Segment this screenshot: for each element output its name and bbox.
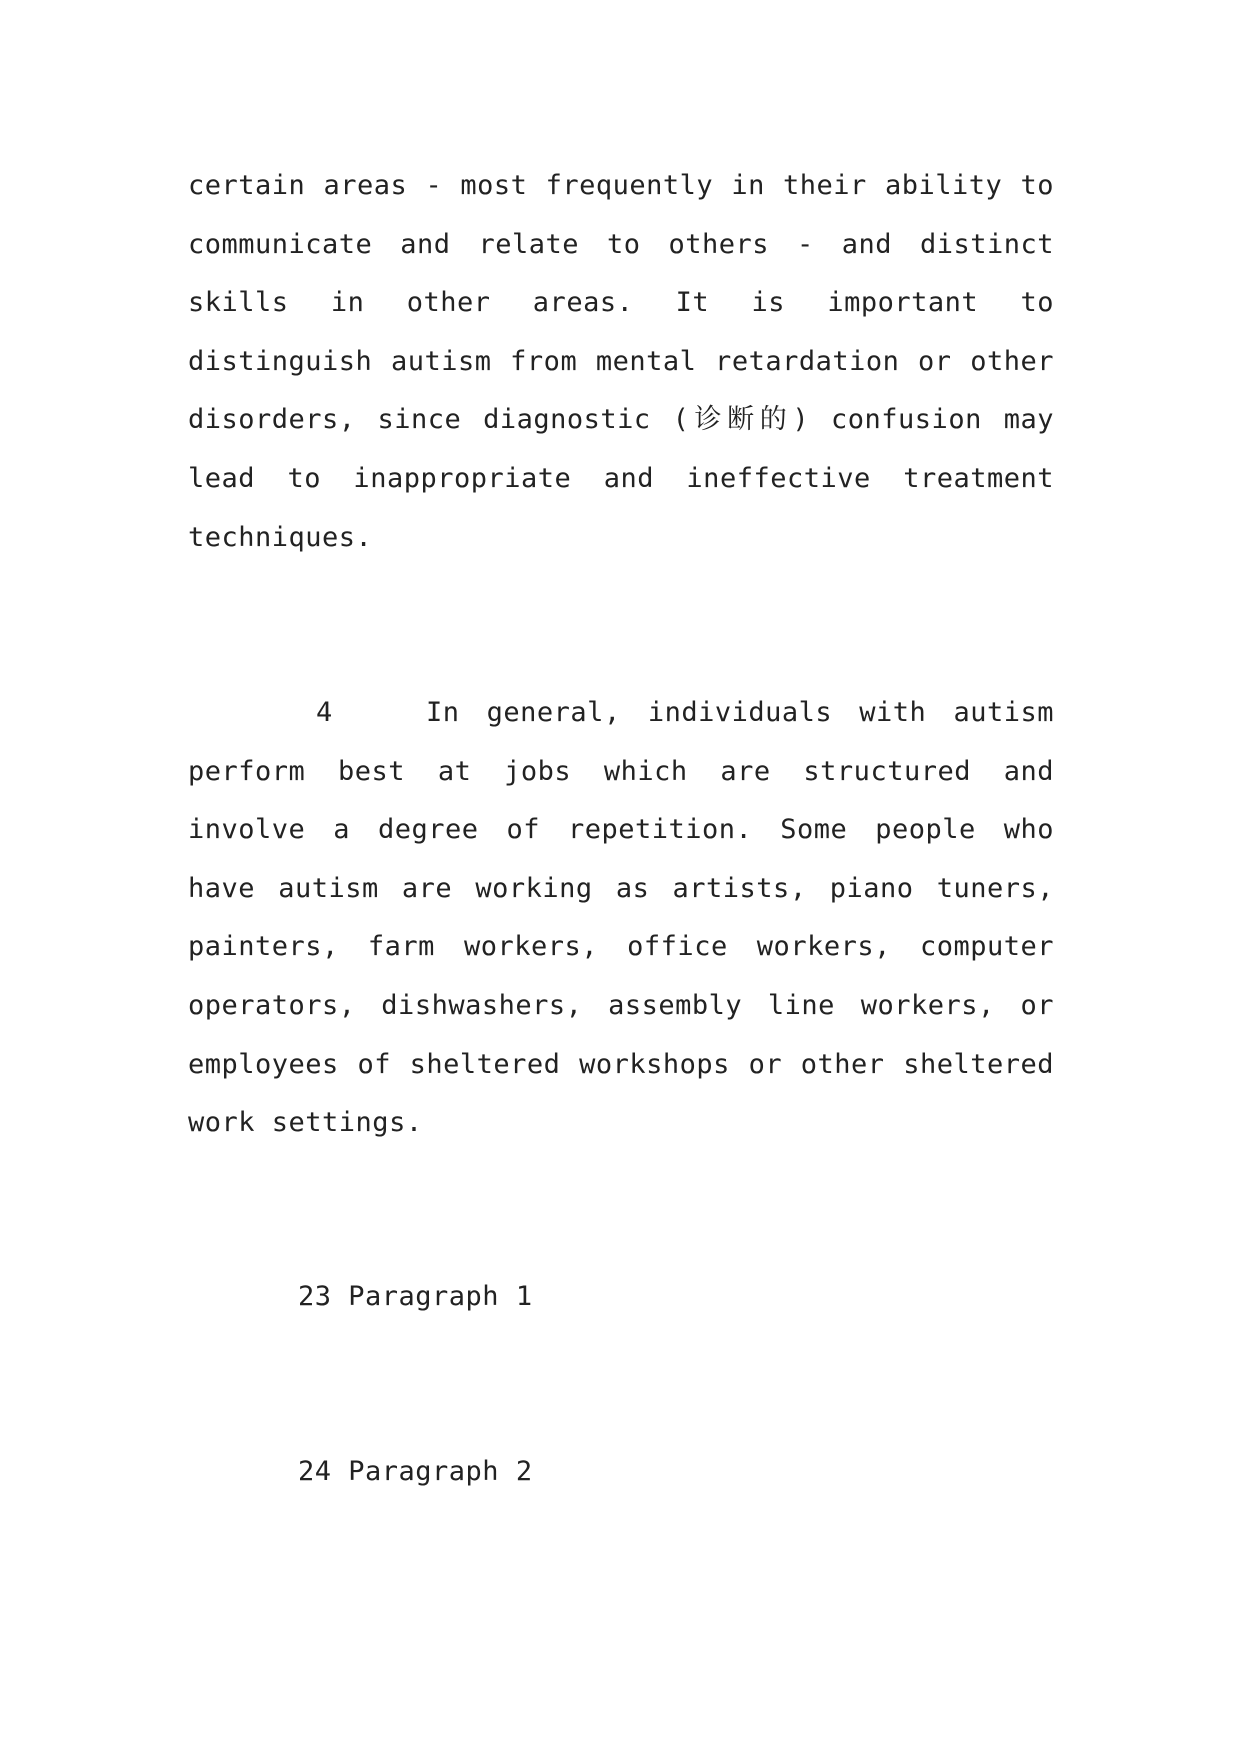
paragraph-number: 4 xyxy=(316,697,333,728)
paragraph-continuation: certain areas - most frequently in their ability to communicate and relate to others - and distinct skills in other areas. It is important to distinguish autism from mental retardation or other disorders, since diagnostic (诊断的) confusion may lead to inappropriate and ineffective treatment techniques. xyxy=(188,170,1054,553)
paragraph-4 xyxy=(188,684,1054,1153)
paragraph-4-text: In general, individuals with autism perform best at jobs which are structured and involve a degree of repetition. Some people who have autism are working as artists, piano tuners, painters, farm workers, office workers, computer operators, dishwashers, assembly line workers, or employees of sheltered workshops or other sheltered work settings. xyxy=(188,697,1054,1139)
question-24-label: 24 Paragraph 2 xyxy=(298,1456,533,1487)
question-23-label: 23 Paragraph 1 xyxy=(298,1281,533,1312)
